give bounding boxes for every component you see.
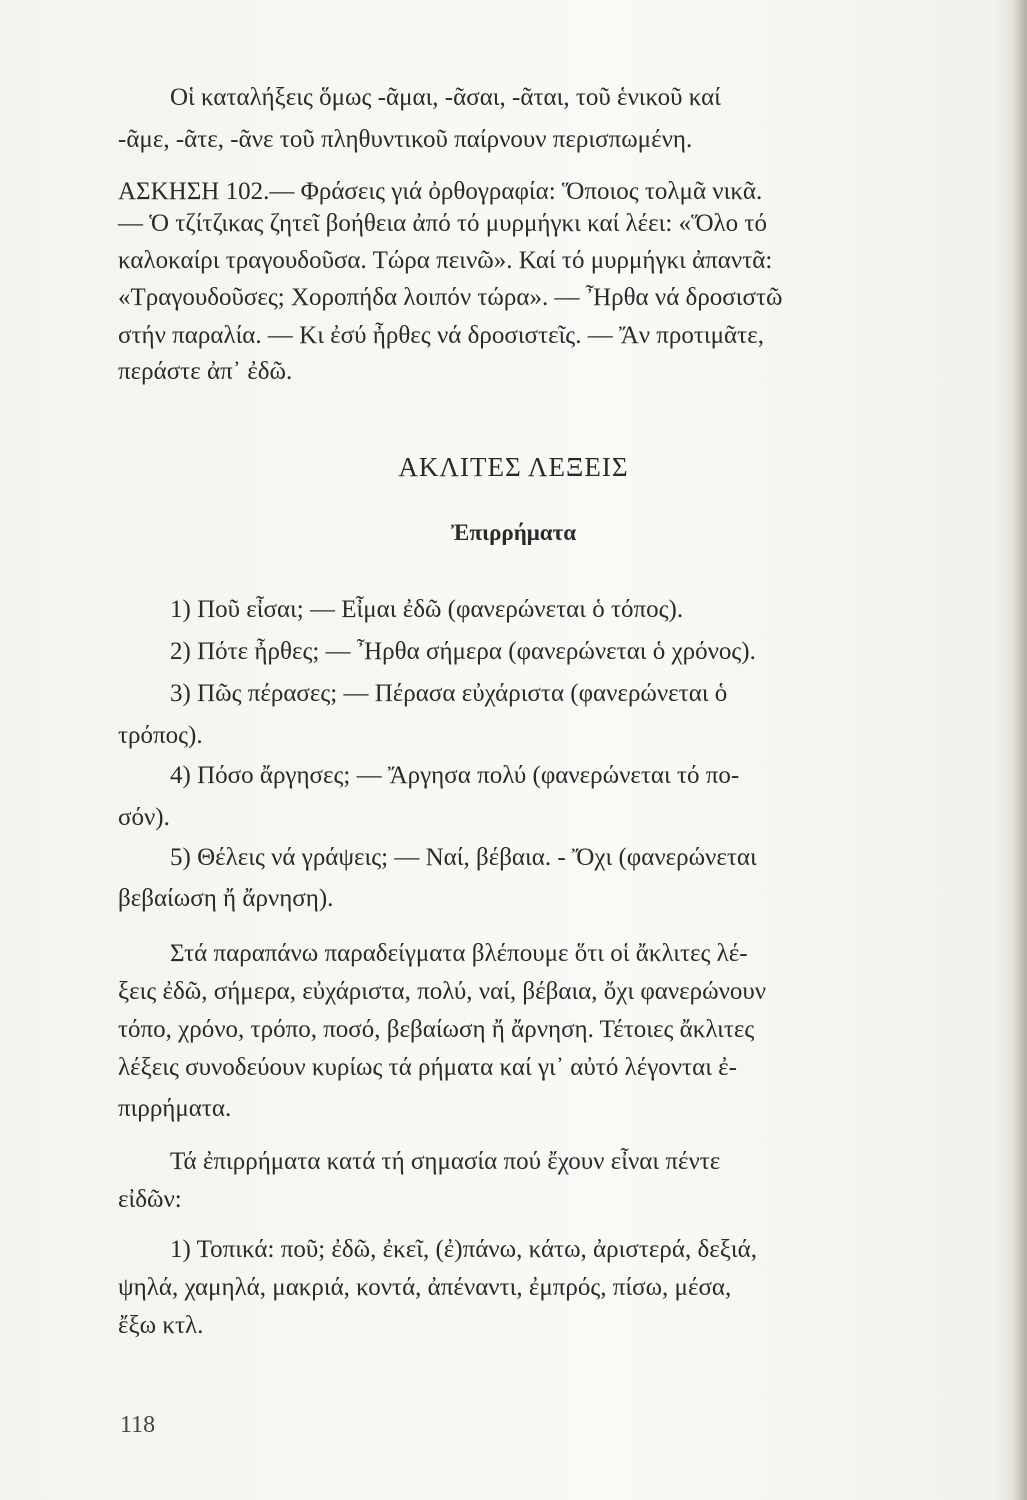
page-edge-shadow xyxy=(1013,0,1027,1500)
paragraph-line: Τά ἐπιρρήματα κατά τή σημασία πού ἔχουν εἶναι πέντε xyxy=(170,1148,721,1175)
text-line: «Τραγουδοῦσες; Χοροπήδα λοιπόν τώρα». — Ἦρθα νά δροσιστῶ xyxy=(118,284,783,311)
paragraph-line: 1) Τοπικά: ποῦ; ἐδῶ, ἐκεῖ, (ἐ)πάνω, κάτω, ἀριστερά, δεξιά, xyxy=(170,1236,757,1263)
example-line: 3) Πῶς πέρασες; — Πέρασα εὐχάριστα (φανερώνεται ὁ xyxy=(170,680,728,707)
example-line: 4) Πόσο ἄργησες; — Ἄργησα πολύ (φανερώνεται τό πο- xyxy=(170,762,740,789)
section-subheading: Ἐπιρρήματα xyxy=(450,520,577,545)
text-line: -ᾶμε, -ᾶτε, -ᾶνε τοῦ πληθυντικοῦ παίρνουν περισπωμένη. xyxy=(118,126,693,153)
paragraph-line: τόπο, χρόνο, τρόπο, ποσό, βεβαίωση ἤ ἄρνηση. Τέτοιες ἄκλιτες xyxy=(118,1016,755,1043)
section-heading: ΑΚΛΙΤΕΣ ΛΕΞΕΙΣ xyxy=(398,452,629,482)
example-line: 2) Πότε ἦρθες; — Ἦρθα σήμερα (φανερώνεται ὁ χρόνος). xyxy=(170,638,756,665)
paragraph-line: ψηλά, χαμηλά, μακριά, κοντά, ἀπέναντι, ἐμπρός, πίσω, μέσα, xyxy=(118,1274,732,1301)
paragraph-line: πιρρήματα. xyxy=(118,1095,232,1122)
example-line: 5) Θέλεις νά γράψεις; — Ναί, βέβαια. - Ὄχι (φανερώνεται xyxy=(170,844,757,871)
text-line: καλοκαίρι τραγουδοῦσα. Τώρα πεινῶ». Καί τό μυρμήγκι ἀπαντᾶ: xyxy=(118,247,773,274)
example-line: σόν). xyxy=(118,804,170,831)
paragraph-line: ἔξω κτλ. xyxy=(118,1312,204,1339)
example-line: 1) Ποῦ εἶσαι; — Εἶμαι ἐδῶ (φανερώνεται ὁ τόπος). xyxy=(170,596,684,623)
example-line: βεβαίωση ἤ ἄρνηση). xyxy=(118,885,334,912)
text-line: στήν παραλία. — Κι ἐσύ ἦρθες νά δροσιστεῖς. — Ἄν προτιμᾶτε, xyxy=(118,322,764,349)
paragraph-line: ξεις ἐδῶ, σήμερα, εὐχάριστα, πολύ, ναί, βέβαια, ὄχι φανερώνουν xyxy=(118,978,767,1005)
exercise-title: ΑΣΚΗΣΗ 102.— Φράσεις γιά ὀρθογραφία: Ὅποιος τολμᾶ νικᾶ. xyxy=(118,178,763,205)
paragraph-line: εἰδῶν: xyxy=(118,1186,182,1213)
example-line: τρόπος). xyxy=(118,722,203,749)
text-line: περάστε ἀπ᾽ ἐδῶ. xyxy=(118,358,293,385)
paragraph-line: Στά παραπάνω παραδείγματα βλέπουμε ὅτι οἱ ἄκλιτες λέ- xyxy=(170,940,748,967)
text-line: Οἱ καταλήξεις ὅμως -ᾶμαι, -ᾶσαι, -ᾶται, τοῦ ἑνικοῦ καί xyxy=(170,84,721,111)
page-number: 118 xyxy=(120,1412,156,1438)
text-line: — Ὁ τζίτζικας ζητεῖ βοήθεια ἀπό τό μυρμήγκι καί λέει: «Ὅλο τό xyxy=(118,210,767,237)
paragraph-line: λέξεις συνοδεύουν κυρίως τά ρήματα καί γι᾽ αὐτό λέγονται ἐ- xyxy=(118,1054,737,1081)
